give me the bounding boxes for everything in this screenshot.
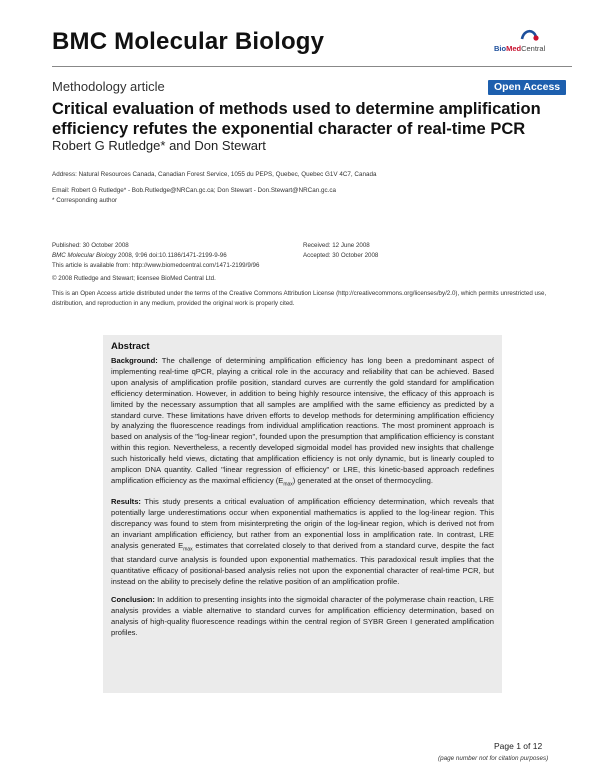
page-number-note: (page number not for citation purposes) xyxy=(438,755,549,762)
abstract-conclusion xyxy=(111,595,494,639)
received-date: Received: 12 June 2008 xyxy=(303,242,370,249)
logo-central-text: Central xyxy=(521,44,546,53)
article-title: Critical evaluation of methods used to determine amplification efficiency refutes the exponential character of real-time PCR xyxy=(52,100,541,138)
author-address: Address: Natural Resources Canada, Canadian Forest Service, 1055 du PEPS, Quebec, Quebec G1V 4C7, Canada xyxy=(52,171,377,178)
corresponding-author-note: * Corresponding author xyxy=(52,197,118,204)
abstract-background xyxy=(111,356,494,490)
citation-details: 2008, 9:96 doi:10.1186/1471-2199-9-96 xyxy=(116,251,227,259)
open-access-badge[interactable]: Open Access xyxy=(488,80,566,95)
journal-title: BMC Molecular Biology xyxy=(52,28,325,55)
abstract-box xyxy=(103,335,502,693)
logo-bio-text: Bio xyxy=(494,44,507,53)
citation-journal: BMC Molecular Biology xyxy=(52,251,117,259)
published-date: Published: 30 October 2008 xyxy=(52,242,129,249)
abstract-results xyxy=(111,497,494,588)
author-email[interactable]: Email: Robert G Rutledge* - Bob.Rutledge@NRCan.gc.ca; Don Stewart - Don.Stewart@NRCan.gc.ca xyxy=(52,187,337,194)
results-text-2: estimates that correlated closely to that derived from a standard curve, despite the fact that standard curve analysis is founded upon exponential mathematics. This paradoxical result implies that the quantitative efficacy of positional-based analysis relies not upon the exponential character of real-time PCR, but instead on the ability to precisely define the relative position of an amplification profile. xyxy=(111,541,494,587)
copyright-line: © 2008 Rutledge and Stewart; licensee BioMed Central Ltd. xyxy=(52,274,216,282)
conclusion-label: Conclusion: xyxy=(111,595,155,605)
logo-mark-icon xyxy=(516,27,542,43)
article-url[interactable]: This article is available from: http://www.biomedcentral.com/1471-2199/9/96 xyxy=(52,262,260,269)
conclusion-text: In addition to presenting insights into the sigmoidal character of the polymerase chain reaction, LRE analysis provides a viable alternative to standard curves for amplification efficiency determination, based on analysis of high-quality fluorescence readings within the central region of SYBR Green I generated amplification profiles. xyxy=(111,595,494,637)
results-label: Results: xyxy=(111,497,141,507)
background-emax-subscript: max xyxy=(283,481,293,488)
received-accepted xyxy=(303,241,503,260)
header-divider xyxy=(52,66,572,67)
background-text-end: ) generated at the onset of thermocycling. xyxy=(292,475,433,485)
background-text: The challenge of determining amplification efficiency has long been a predominant aspect of implementing real-time qPCR, playing a critical role in the accuracy and reliability that can be achieved. Based upon analysis of amplification profile position, standard curves are currently the gold standard for amplification efficiency determination. However, in addition to being highly resource intensive, the efficacy of this approach is limited by the necessary assumption that all samples are amplified with the same efficiency as predicted by a standard curve. These limitations have driven efforts to develop methods for determining amplification efficiency by analyzing the fluorescence readings from individual amplification reactions. The most prominent approach is based on analysis of the "log-linear region", founded upon the presumption that amplification efficiency is constant within this region. Nevertheless, a recently developed sigmoidal model has provided new insights that challenge such historically held views, dictating that amplification efficiency is not only dynamic, but is linearly coupled to amplicon DNA quantity. Called "linear regression of efficiency" or LRE, this kinetic-based approach redefines amplification efficiency as the maximal efficiency (E xyxy=(111,356,494,485)
background-label: Background: xyxy=(111,356,158,365)
results-text-1: This study presents a critical evaluation of amplification efficiency determination, which reveals that potentially large underestimations occur when exponential mathematics is applied to the log-linear region. This discrepancy was found to stem from misinterpreting the origin of the log-linear region, which is derived not from an invariant amplification efficiency, but rather from an exponential loss in amplification rate. In contrast, LRE analysis generated E xyxy=(111,497,494,551)
license-text: This is an Open Access article distributed under the terms of the Creative Commons Attribution License (http://creativecommons.org/licenses/by/2.0), which permits unrestricted use, distribution, and reproduction in any medium, provided the original work is properly cited. xyxy=(52,290,547,307)
article-authors: Robert G Rutledge* and Don Stewart xyxy=(52,138,266,153)
logo-med-text: Med xyxy=(506,44,522,53)
results-emax-subscript: max xyxy=(183,546,193,553)
accepted-date: Accepted: 30 October 2008 xyxy=(303,251,379,259)
page-number: Page 1 of 12 xyxy=(494,741,543,751)
biomed-central-logo xyxy=(494,27,564,57)
abstract-heading: Abstract xyxy=(111,341,150,352)
article-type: Methodology article xyxy=(52,79,165,94)
